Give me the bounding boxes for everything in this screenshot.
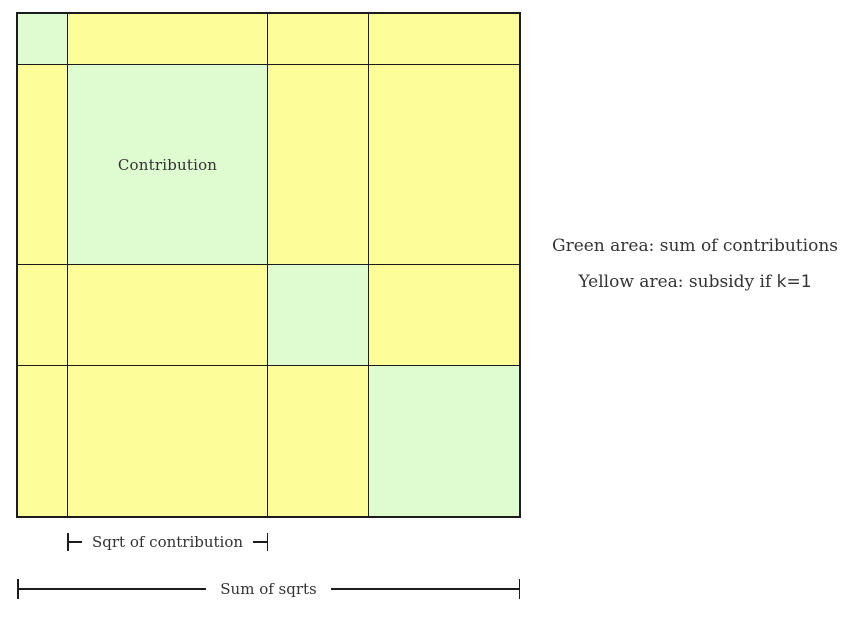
sqrt-of-contribution-bracket <box>67 532 268 552</box>
grid-cell-r2c3 <box>268 65 368 264</box>
legend-green-note: Green area: sum of contributions <box>551 236 838 256</box>
legend-k-equals-1: k=1 <box>776 272 812 292</box>
grid-cell-r4c3 <box>268 366 368 516</box>
grid-cell-r3c1 <box>18 265 67 365</box>
bracket-line <box>253 541 266 543</box>
bracket-line <box>331 588 519 590</box>
quadratic-funding-grid <box>16 12 521 518</box>
bracket-line <box>19 588 207 590</box>
sum-of-sqrts-bracket <box>17 578 520 600</box>
grid-cell-r2c1 <box>18 65 67 264</box>
bracket-right-tick <box>267 533 269 551</box>
grid-cell-r1c3 <box>268 14 368 64</box>
grid-cell-r2c4 <box>369 65 519 264</box>
grid-cell-r4c1 <box>18 366 67 516</box>
grid-cell-r1c2 <box>68 14 267 64</box>
grid-cell-r3c3 <box>268 265 368 365</box>
grid-cell-r4c2 <box>68 366 267 516</box>
contribution-label: Contribution <box>117 155 218 174</box>
sum-of-sqrts-label: Sum of sqrts <box>220 580 317 598</box>
legend <box>535 236 854 292</box>
bracket-right-tick <box>519 579 521 599</box>
bracket-line <box>69 541 82 543</box>
legend-yellow-note <box>535 272 854 292</box>
grid-cell-r4c4 <box>369 366 519 516</box>
grid-cell-r2c2 <box>68 65 267 264</box>
grid-cell-r3c4 <box>369 265 519 365</box>
grid-cell-r1c1 <box>18 14 67 64</box>
grid-cell-r1c4 <box>369 14 519 64</box>
grid-cell-r3c2 <box>68 265 267 365</box>
sqrt-of-contribution-label: Sqrt of contribution <box>91 533 244 551</box>
legend-yellow-note-text: Yellow area: subsidy if <box>578 272 777 292</box>
